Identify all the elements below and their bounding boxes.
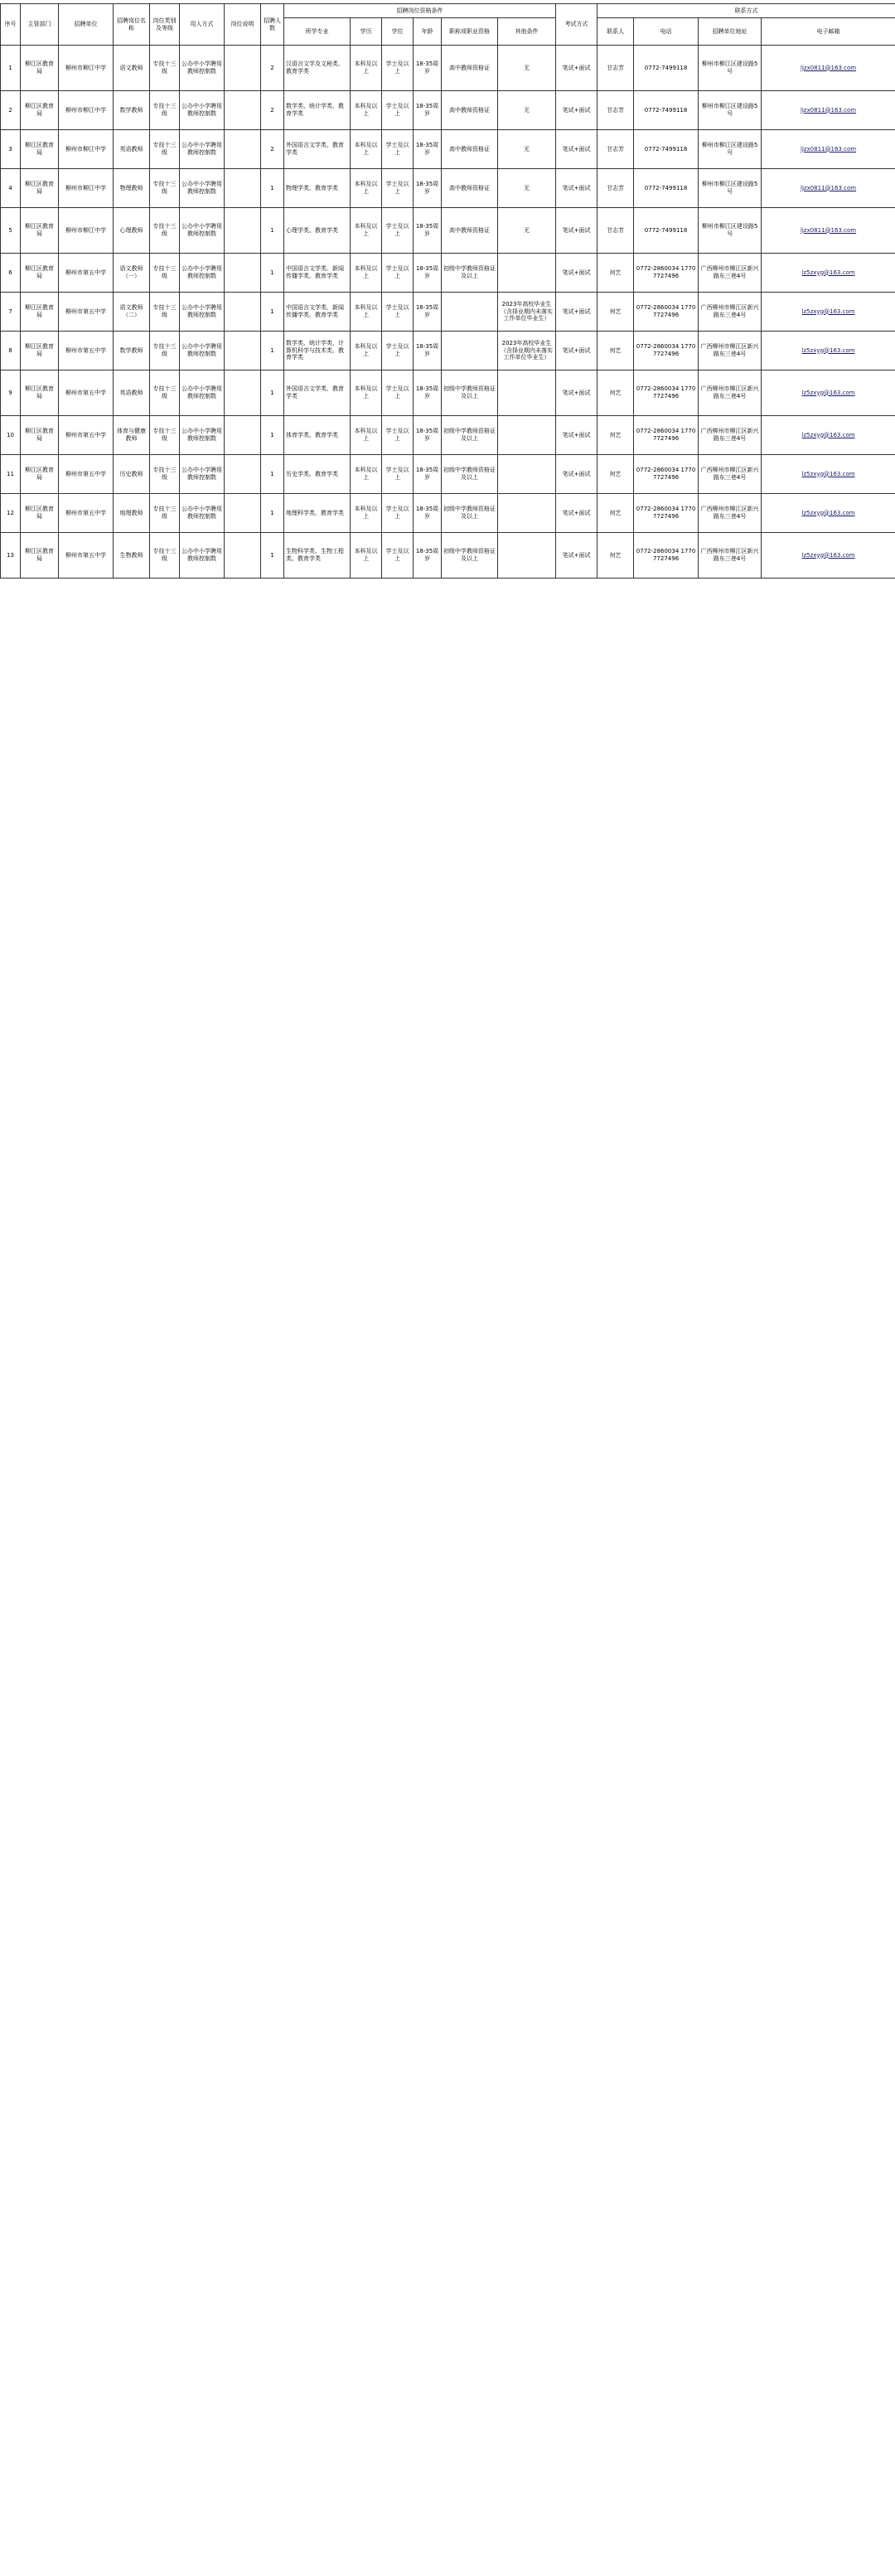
cell-contact-person: 何艺	[597, 455, 634, 494]
cell-exam: 笔试+面试	[556, 130, 597, 169]
cell-exam: 笔试+面试	[556, 208, 597, 254]
cell-address: 广西柳州市柳江区新兴路东三巷4号	[699, 455, 762, 494]
cell-edu: 本科及以上	[351, 169, 382, 208]
cell-exam: 笔试+面试	[556, 332, 597, 370]
cell-degree: 学士及以上	[382, 130, 414, 169]
cell-cert: 高中教师资格证	[442, 46, 498, 91]
cell-other: 无	[498, 130, 556, 169]
cell-method: 公办中小学聘用教师控制数	[180, 208, 225, 254]
cell-major: 地理科学类、教育学类	[284, 494, 351, 533]
cell-phone: 0772-7499118	[634, 169, 699, 208]
table-row	[1, 370, 895, 416]
cell-edu: 本科及以上	[351, 254, 382, 293]
cell-dept: 柳江区教育局	[21, 293, 59, 332]
cell-count: 2	[261, 91, 284, 130]
cell-cert: 初级中学教师资格证及以上	[442, 370, 498, 416]
cell-address: 柳州市柳江区建设路5号	[699, 91, 762, 130]
cell-major: 心理学类、教育学类	[284, 208, 351, 254]
cell-post: 历史教师	[114, 455, 150, 494]
cell-count: 1	[261, 370, 284, 416]
cell-address: 柳州市柳江区建设路5号	[699, 130, 762, 169]
table-row	[1, 416, 895, 455]
cell-degree: 学士及以上	[382, 533, 414, 579]
cell-degree: 学士及以上	[382, 169, 414, 208]
header-edu: 学历	[351, 18, 382, 46]
cell-method: 公办中小学聘用教师控制数	[180, 91, 225, 130]
cell-email[interactable]: lz5zxyg@163.com	[762, 332, 895, 370]
cell-contact-person: 何艺	[597, 254, 634, 293]
cell-age: 18-35周岁	[414, 169, 442, 208]
cell-contact-person: 何艺	[597, 494, 634, 533]
table-row	[1, 293, 895, 332]
cell-count: 1	[261, 254, 284, 293]
cell-other: 2023年高校毕业生（含择业期内未落实工作单位毕业生）	[498, 332, 556, 370]
cell-edu: 本科及以上	[351, 455, 382, 494]
cell-degree: 学士及以上	[382, 332, 414, 370]
table-body	[1, 46, 895, 579]
cell-contact-person: 甘志芳	[597, 169, 634, 208]
cell-age: 18-35周岁	[414, 91, 442, 130]
cell-major: 汉语言文学及文秘类、教育学类	[284, 46, 351, 91]
cell-address: 广西柳州市柳江区新兴路东三巷4号	[699, 533, 762, 579]
cell-no: 11	[1, 455, 21, 494]
cell-major: 外国语言文学类、教育学类	[284, 370, 351, 416]
cell-other: 无	[498, 208, 556, 254]
cell-dept: 柳江区教育局	[21, 332, 59, 370]
cell-phone: 0772-2860034 17707727496	[634, 533, 699, 579]
cell-age: 18-35周岁	[414, 416, 442, 455]
cell-count: 2	[261, 46, 284, 91]
cell-edu: 本科及以上	[351, 293, 382, 332]
cell-phone: 0772-7499118	[634, 91, 699, 130]
cell-post-type: 专技十三级	[150, 416, 180, 455]
cell-exam: 笔试+面试	[556, 416, 597, 455]
cell-edu: 本科及以上	[351, 46, 382, 91]
cell-count: 2	[261, 130, 284, 169]
cell-other	[498, 370, 556, 416]
header-exam: 考试方式	[556, 4, 597, 46]
cell-count: 1	[261, 169, 284, 208]
cell-major: 中国语言文学类、新闻传播学类、教育学类	[284, 254, 351, 293]
header-row-1	[1, 4, 895, 18]
cell-post: 英语教师	[114, 370, 150, 416]
cell-degree: 学士及以上	[382, 254, 414, 293]
cell-post-desc	[225, 130, 261, 169]
cell-no: 12	[1, 494, 21, 533]
header-no: 序号	[1, 4, 21, 46]
cell-contact-person: 何艺	[597, 416, 634, 455]
cell-age: 18-35周岁	[414, 370, 442, 416]
header-other: 其他条件	[498, 18, 556, 46]
cell-dept: 柳江区教育局	[21, 208, 59, 254]
cell-email[interactable]: lz5zxyg@163.com	[762, 370, 895, 416]
cell-count: 1	[261, 533, 284, 579]
cell-age: 18-35周岁	[414, 533, 442, 579]
cell-no: 4	[1, 169, 21, 208]
table-row	[1, 208, 895, 254]
cell-cert: 初级中学教师资格证及以上	[442, 254, 498, 293]
cell-edu: 本科及以上	[351, 332, 382, 370]
cell-no: 7	[1, 293, 21, 332]
cell-post: 英语教师	[114, 130, 150, 169]
cell-address: 广西柳州市柳江区新兴路东三巷4号	[699, 254, 762, 293]
table-row	[1, 332, 895, 370]
cell-post: 地理教师	[114, 494, 150, 533]
cell-post-type: 专技十三级	[150, 46, 180, 91]
cell-phone: 0772-2860034 17707727496	[634, 455, 699, 494]
cell-degree: 学士及以上	[382, 208, 414, 254]
table-row	[1, 455, 895, 494]
cell-cert: 高中教师资格证	[442, 130, 498, 169]
header-count: 招聘人数	[261, 4, 284, 46]
cell-degree: 学士及以上	[382, 91, 414, 130]
cell-exam: 笔试+面试	[556, 494, 597, 533]
cell-dept: 柳江区教育局	[21, 169, 59, 208]
cell-degree: 学士及以上	[382, 416, 414, 455]
cell-age: 18-35周岁	[414, 208, 442, 254]
cell-method: 公办中小学聘用教师控制数	[180, 46, 225, 91]
cell-phone: 0772-2860034 17707727496	[634, 494, 699, 533]
cell-count: 1	[261, 494, 284, 533]
cell-email[interactable]: lz5zxyg@163.com	[762, 254, 895, 293]
cell-post-type: 专技十三级	[150, 455, 180, 494]
header-age: 年龄	[414, 18, 442, 46]
cell-edu: 本科及以上	[351, 208, 382, 254]
cell-exam: 笔试+面试	[556, 533, 597, 579]
cell-address: 柳州市柳江区建设路5号	[699, 208, 762, 254]
cell-degree: 学士及以上	[382, 46, 414, 91]
cell-edu: 本科及以上	[351, 533, 382, 579]
cell-address: 广西柳州市柳江区新兴路东三巷4号	[699, 293, 762, 332]
header-conditions-group: 招聘岗位资格条件	[284, 4, 556, 18]
recruitment-table	[0, 3, 895, 579]
cell-cert: 初级中学教师资格证及以上	[442, 494, 498, 533]
cell-age: 18-35周岁	[414, 46, 442, 91]
cell-phone: 0772-2860034 17707727496	[634, 293, 699, 332]
cell-phone: 0772-7499118	[634, 130, 699, 169]
cell-other: 无	[498, 169, 556, 208]
cell-post: 生物教师	[114, 533, 150, 579]
cell-contact-person: 何艺	[597, 370, 634, 416]
cell-post-desc	[225, 370, 261, 416]
cell-address: 柳州市柳江区建设路5号	[699, 46, 762, 91]
cell-unit: 柳州市第五中学	[59, 293, 114, 332]
header-phone: 电话	[634, 18, 699, 46]
cell-exam: 笔试+面试	[556, 169, 597, 208]
cell-address: 柳州市柳江区建设路5号	[699, 169, 762, 208]
cell-age: 18-35周岁	[414, 494, 442, 533]
cell-dept: 柳江区教育局	[21, 254, 59, 293]
cell-post: 物理教师	[114, 169, 150, 208]
cell-unit: 柳州市柳江中学	[59, 169, 114, 208]
cell-method: 公办中小学聘用教师控制数	[180, 455, 225, 494]
page	[0, 0, 895, 579]
cell-major: 数学类、统计学类、计算机科学与技术类、教育学类	[284, 332, 351, 370]
cell-email[interactable]: ljzx0811@163.com	[762, 130, 895, 169]
cell-no: 10	[1, 416, 21, 455]
cell-count: 1	[261, 455, 284, 494]
cell-count: 1	[261, 332, 284, 370]
cell-method: 公办中小学聘用教师控制数	[180, 533, 225, 579]
cell-other	[498, 416, 556, 455]
cell-edu: 本科及以上	[351, 370, 382, 416]
cell-post: 语文教师（一）	[114, 254, 150, 293]
cell-major: 外国语言文学类、教育学类	[284, 130, 351, 169]
cell-no: 6	[1, 254, 21, 293]
cell-post-type: 专技十三级	[150, 130, 180, 169]
cell-dept: 柳江区教育局	[21, 533, 59, 579]
cell-post-desc	[225, 254, 261, 293]
cell-cert: 初级中学教师资格证及以上	[442, 416, 498, 455]
cell-post-type: 专技十三级	[150, 370, 180, 416]
cell-other: 无	[498, 46, 556, 91]
cell-contact-person: 甘志芳	[597, 208, 634, 254]
cell-post: 体育与健康教师	[114, 416, 150, 455]
header-post-desc: 岗位说明	[225, 4, 261, 46]
cell-method: 公办中小学聘用教师控制数	[180, 254, 225, 293]
cell-post-desc	[225, 533, 261, 579]
cell-unit: 柳州市第五中学	[59, 254, 114, 293]
cell-other	[498, 254, 556, 293]
header-major: 所学专业	[284, 18, 351, 46]
cell-post-type: 专技十三级	[150, 208, 180, 254]
cell-no: 8	[1, 332, 21, 370]
cell-method: 公办中小学聘用教师控制数	[180, 494, 225, 533]
cell-post-desc	[225, 208, 261, 254]
cell-phone: 0772-7499118	[634, 46, 699, 91]
header-post-name: 招聘岗位名称	[114, 4, 150, 46]
cell-dept: 柳江区教育局	[21, 46, 59, 91]
cell-no: 3	[1, 130, 21, 169]
cell-method: 公办中小学聘用教师控制数	[180, 130, 225, 169]
cell-post-desc	[225, 169, 261, 208]
cell-exam: 笔试+面试	[556, 293, 597, 332]
cell-major: 数学类、统计学类、教育学类	[284, 91, 351, 130]
header-post-type: 岗位类别及等级	[150, 4, 180, 46]
cell-post-desc	[225, 416, 261, 455]
cell-post: 语文教师	[114, 46, 150, 91]
cell-dept: 柳江区教育局	[21, 455, 59, 494]
cell-address: 广西柳州市柳江区新兴路东三巷4号	[699, 494, 762, 533]
cell-unit: 柳州市柳江中学	[59, 208, 114, 254]
cell-major: 体育学类、教育学类	[284, 416, 351, 455]
cell-post-desc	[225, 91, 261, 130]
cell-other	[498, 533, 556, 579]
cell-email[interactable]: ljzx0811@163.com	[762, 208, 895, 254]
cell-dept: 柳江区教育局	[21, 91, 59, 130]
cell-email[interactable]: lz5zxyg@163.com	[762, 533, 895, 579]
header-unit: 招聘单位	[59, 4, 114, 46]
cell-cert	[442, 293, 498, 332]
cell-age: 18-35周岁	[414, 293, 442, 332]
cell-no: 1	[1, 46, 21, 91]
cell-unit: 柳州市柳江中学	[59, 130, 114, 169]
cell-post-type: 专技十三级	[150, 293, 180, 332]
cell-no: 13	[1, 533, 21, 579]
cell-post-type: 专技十三级	[150, 91, 180, 130]
cell-post: 语文教师（二）	[114, 293, 150, 332]
header-address: 招聘单位地址	[699, 18, 762, 46]
cell-other	[498, 455, 556, 494]
cell-edu: 本科及以上	[351, 91, 382, 130]
cell-email[interactable]: lz5zxyg@163.com	[762, 494, 895, 533]
cell-post-desc	[225, 455, 261, 494]
cell-no: 2	[1, 91, 21, 130]
cell-method: 公办中小学聘用教师控制数	[180, 332, 225, 370]
header-contact-person: 联系人	[597, 18, 634, 46]
cell-phone: 0772-2860034 17707727496	[634, 332, 699, 370]
cell-unit: 柳州市第五中学	[59, 370, 114, 416]
cell-count: 1	[261, 208, 284, 254]
cell-cert: 初级中学教师资格证及以上	[442, 455, 498, 494]
cell-count: 1	[261, 293, 284, 332]
cell-email[interactable]: ljzx0811@163.com	[762, 46, 895, 91]
cell-address: 广西柳州市柳江区新兴路东三巷4号	[699, 416, 762, 455]
cell-other: 无	[498, 91, 556, 130]
table-row	[1, 130, 895, 169]
cell-cert: 高中教师资格证	[442, 208, 498, 254]
table-row	[1, 533, 895, 579]
cell-degree: 学士及以上	[382, 494, 414, 533]
cell-unit: 柳州市第五中学	[59, 416, 114, 455]
cell-contact-person: 甘志芳	[597, 46, 634, 91]
cell-age: 18-35周岁	[414, 332, 442, 370]
cell-dept: 柳江区教育局	[21, 370, 59, 416]
cell-edu: 本科及以上	[351, 130, 382, 169]
cell-post-type: 专技十三级	[150, 533, 180, 579]
cell-major: 历史学类、教育学类	[284, 455, 351, 494]
cell-method: 公办中小学聘用教师控制数	[180, 370, 225, 416]
cell-post: 数学教师	[114, 332, 150, 370]
cell-post-type: 专技十三级	[150, 169, 180, 208]
cell-no: 9	[1, 370, 21, 416]
table-row	[1, 254, 895, 293]
header-degree: 学位	[382, 18, 414, 46]
cell-contact-person: 甘志芳	[597, 130, 634, 169]
cell-phone: 0772-2860034 17707727496	[634, 416, 699, 455]
cell-post: 心理教师	[114, 208, 150, 254]
cell-exam: 笔试+面试	[556, 370, 597, 416]
cell-contact-person: 何艺	[597, 533, 634, 579]
header-method: 用人方式	[180, 4, 225, 46]
cell-count: 1	[261, 416, 284, 455]
header-email: 电子邮箱	[762, 18, 895, 46]
header-contact-group: 联系方式	[597, 4, 895, 18]
cell-unit: 柳州市第五中学	[59, 332, 114, 370]
cell-post-desc	[225, 46, 261, 91]
header-cert: 职称或职业资格	[442, 18, 498, 46]
cell-email[interactable]: lz5zxyg@163.com	[762, 416, 895, 455]
cell-other	[498, 494, 556, 533]
cell-cert: 高中教师资格证	[442, 169, 498, 208]
cell-degree: 学士及以上	[382, 370, 414, 416]
cell-cert	[442, 332, 498, 370]
cell-phone: 0772-7499118	[634, 208, 699, 254]
cell-email[interactable]: ljzx0811@163.com	[762, 169, 895, 208]
cell-exam: 笔试+面试	[556, 455, 597, 494]
cell-exam: 笔试+面试	[556, 91, 597, 130]
cell-phone: 0772-2860034 17707727496	[634, 254, 699, 293]
cell-post-desc	[225, 332, 261, 370]
cell-post-desc	[225, 293, 261, 332]
header-dept: 主管部门	[21, 4, 59, 46]
cell-age: 18-35周岁	[414, 455, 442, 494]
cell-dept: 柳江区教育局	[21, 130, 59, 169]
table-row	[1, 91, 895, 130]
cell-age: 18-35周岁	[414, 130, 442, 169]
cell-email[interactable]: ljzx0811@163.com	[762, 91, 895, 130]
cell-edu: 本科及以上	[351, 416, 382, 455]
cell-major: 物理学类、教育学类	[284, 169, 351, 208]
cell-email[interactable]: lz5zxyg@163.com	[762, 455, 895, 494]
cell-phone: 0772-2860034 17707727496	[634, 370, 699, 416]
cell-degree: 学士及以上	[382, 455, 414, 494]
cell-contact-person: 甘志芳	[597, 91, 634, 130]
cell-exam: 笔试+面试	[556, 46, 597, 91]
cell-exam: 笔试+面试	[556, 254, 597, 293]
cell-major: 中国语言文学类、新闻传播学类、教育学类	[284, 293, 351, 332]
cell-post-desc	[225, 494, 261, 533]
cell-unit: 柳州市第五中学	[59, 533, 114, 579]
cell-address: 广西柳州市柳江区新兴路东三巷4号	[699, 332, 762, 370]
cell-cert: 高中教师资格证	[442, 91, 498, 130]
cell-post-type: 专技十三级	[150, 494, 180, 533]
cell-address: 广西柳州市柳江区新兴路东三巷4号	[699, 370, 762, 416]
cell-post: 数学教师	[114, 91, 150, 130]
cell-age: 18-35周岁	[414, 254, 442, 293]
cell-method: 公办中小学聘用教师控制数	[180, 293, 225, 332]
cell-dept: 柳江区教育局	[21, 416, 59, 455]
table-row	[1, 46, 895, 91]
cell-cert: 初级中学教师资格证及以上	[442, 533, 498, 579]
cell-method: 公办中小学聘用教师控制数	[180, 416, 225, 455]
cell-method: 公办中小学聘用教师控制数	[180, 169, 225, 208]
cell-contact-person: 何艺	[597, 332, 634, 370]
cell-email[interactable]: lz5zxyg@163.com	[762, 293, 895, 332]
cell-edu: 本科及以上	[351, 494, 382, 533]
cell-unit: 柳州市柳江中学	[59, 46, 114, 91]
cell-unit: 柳州市第五中学	[59, 455, 114, 494]
table-row	[1, 494, 895, 533]
cell-unit: 柳州市柳江中学	[59, 91, 114, 130]
cell-dept: 柳江区教育局	[21, 494, 59, 533]
cell-unit: 柳州市第五中学	[59, 494, 114, 533]
cell-no: 5	[1, 208, 21, 254]
table-row	[1, 169, 895, 208]
cell-post-type: 专技十三级	[150, 332, 180, 370]
cell-post-type: 专技十三级	[150, 254, 180, 293]
cell-other: 2023年高校毕业生（含择业期内未落实工作单位毕业生）	[498, 293, 556, 332]
cell-degree: 学士及以上	[382, 293, 414, 332]
cell-major: 生物科学类、生物工程类、教育学类	[284, 533, 351, 579]
cell-contact-person: 何艺	[597, 293, 634, 332]
